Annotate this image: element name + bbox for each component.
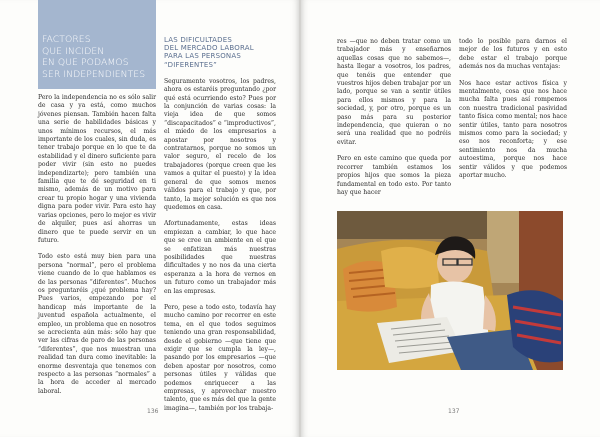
paragraph: Afortunadamente, estas ideas empiezan a cambiar, lo que hace que se cree un ambiente en el que se enfatizan más nuestras posibilidades que nuestras dificultades y no nos da una cierta esperanza a la hora de vernos en un futuro como un trabajador más en las empresas. xyxy=(164,220,276,295)
paragraph: Pero, pese a todo esto, todavía hay mucho camino por recorrer en este tema, en el que todos seguimos teniendo una gran responsabilidad, desde el gobierno —que tiene que exigir que se cumpla la ley—, pasando por los empresarios —que deben apostar por nosotros, como personas útiles y válidas que podemos enriquecer a las empresas, y aprovechar nuestro talento, que es más del que la gente imagina—, también por los trabaja- xyxy=(164,303,276,412)
page-number: 136 xyxy=(147,408,159,415)
right-column-2 xyxy=(459,38,567,189)
subsection-heading-line: DEL MERCADO LABORAL xyxy=(164,44,254,53)
right-column-1 xyxy=(337,38,451,205)
page-number: 137 xyxy=(448,408,460,415)
section-title xyxy=(42,34,154,80)
paragraph: Seguramente vosotros, los padres, ahora os estaréis preguntando ¿por qué está ocurriendo esto? Pues por la conjunción de varias cosas: la vieja idea de que somos “discapacitados” e “improductivos”, el miedo de los empresarios a apostar por nosotros y contratarnos, porque no somos un valor seguro, el recelo de los trabajadores (porque creen que les vamos a quitar el puesto) y la idea general de que somos menos válidos para el trabajo y que, por tanto, la mejor solución es que nos quedemos en casa. xyxy=(164,77,276,211)
paragraph: res —que no deben tratar como un trabajador más y enseñarnos aquellas cosas que no sabemos—, hasta llegar a vosotros, los padres, que tenéis que entender que vuestros hijos deben trabajar por un lado, porque se van a sentir útiles para ellos mismos y para la sociedad, y, por otro, porque es un paso más para su posterior independencia, que quieran o no será una realidad que no podréis evitar. xyxy=(337,38,451,146)
section-title-line: EN QUE PODAMOS xyxy=(42,57,129,68)
paragraph: Pero la independencia no es sólo salir de casa y ya está, como muchos jóvenes piensan. También hacen falta una serie de habilidades básicas y unos mínimos recursos, el más importante de los cuales, sin duda, es tener trabajo porque en lo que te da estabilidad y el dinero suficiente para poder vivir (sin esto no puedes independizarte); pero también una familia que te dé seguridad en ti mismo, además de un motivo para crear tu propio hogar y una vivienda digna para poder vivir. Para esto hay varias opciones, pero lo mejor es vivir de alquiler, pues así ahorras un dinero que te puede servir en un futuro. xyxy=(38,94,156,244)
left-column-1 xyxy=(38,94,156,404)
paragraph: todo lo posible para darnos el mejor de los futuros y en esto debe estar el trabajo porque además nos da muchas ventajas: xyxy=(459,38,567,71)
paragraph: Pero en este camino que queda por recorrer también estamos los propios hijos que somos la pieza fundamental en todo esto. Por tanto hay que hacer xyxy=(337,155,451,196)
subsection-heading-line: PARA LAS PERSONAS xyxy=(164,52,242,61)
photo-man-reading-newspaper xyxy=(337,211,563,370)
left-column-2 xyxy=(164,36,276,421)
subsection-heading-line: LAS DIFICULTADES xyxy=(164,36,232,44)
section-title-line: SER INDEPENDIENTES xyxy=(42,68,146,80)
left-page xyxy=(0,0,299,437)
subsection-heading-line: “DIFERENTES” xyxy=(164,60,218,69)
paragraph: Todo esto está muy bien para una persona “normal”, pero el problema viene cuando de lo que hablamos es de las personas “diferentes”. Muchos os preguntaréis ¿qué problema hay? Pues varios, empezando por el handicap más importante de la juventud española actualmente, el empleo, un problema que en nosotros se acrecienta aún más: sólo hay que ver las cifras de paro de las personas “diferentes”, que nos muestran una realidad tan dura como inevitable: la enorme desventaja que tenemos con respecto a las personas “normales” a la hora de acceder al mercado laboral. xyxy=(38,253,156,395)
section-title-line: FACTORES xyxy=(42,34,91,45)
subsection-heading xyxy=(164,36,276,69)
section-title-line: QUE INCIDEN xyxy=(42,45,105,57)
section-banner xyxy=(38,0,156,89)
paragraph: Nos hace estar activos física y mentalmente, cosa que nos hace mucha falta pues así rompemos con nuestra tradicional pasividad tanto física como mental; nos hace sentir útiles, tanto para nosotros mismos como para la sociedad; y eso nos reconforta; y ese sentimiento nos da mucha autoestima, porque nos hace sentir válidos y que podemos aportar mucho. xyxy=(459,79,567,180)
